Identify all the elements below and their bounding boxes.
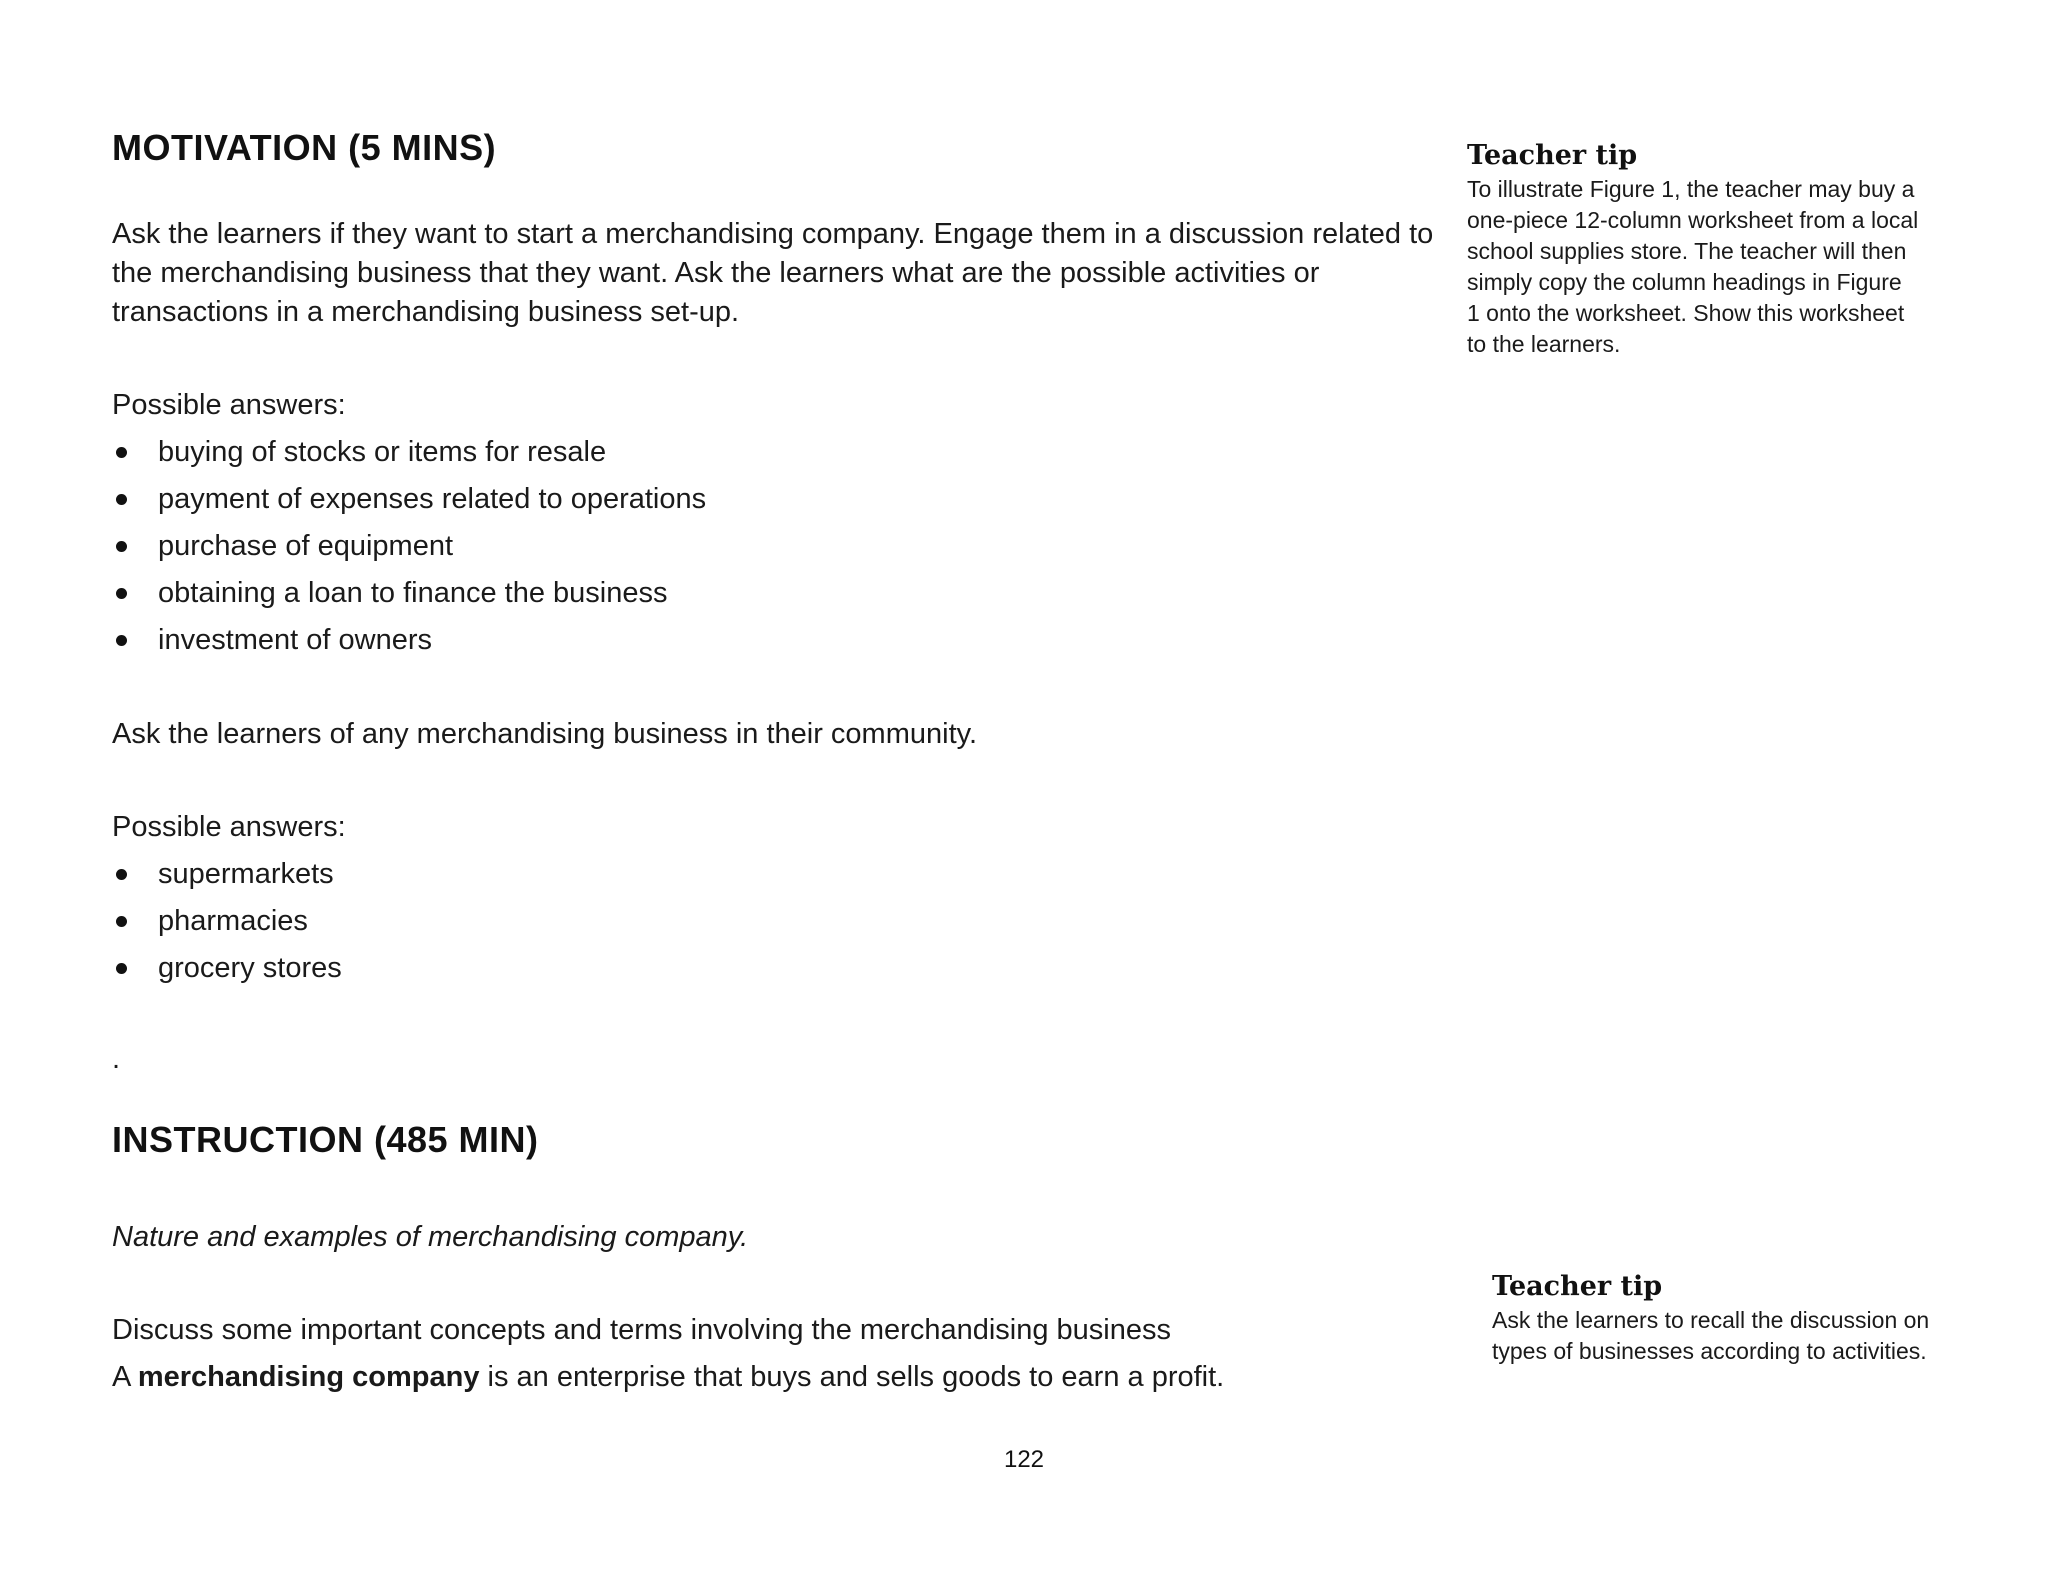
answers-list-1 (112, 433, 706, 668)
list-item: pharmacies (112, 902, 342, 949)
definition-term: merchandising company (137, 1361, 480, 1393)
possible-answers-label-1: Possible answers: (112, 389, 346, 421)
instruction-heading: INSTRUCTION (485 MIN) (112, 1119, 539, 1160)
bullet-icon (116, 635, 127, 646)
bullet-icon (116, 447, 127, 458)
bullet-icon (116, 588, 127, 599)
teacher-tip-title: Teacher tip (1467, 140, 1638, 171)
list-item: purchase of equipment (112, 527, 706, 574)
page-number: 122 (1003, 1446, 1045, 1473)
teacher-tip-title: Teacher tip (1492, 1271, 1663, 1302)
teacher-tip-body: Ask the learners to recall the discussion on types of businesses according to activities. (1492, 1307, 1930, 1364)
instruction-subtitle: Nature and examples of merchandising company. (112, 1221, 749, 1253)
teacher-tip-box (1492, 1271, 1972, 1367)
list-item: buying of stocks or items for resale (112, 433, 706, 480)
list-item: grocery stores (112, 949, 342, 996)
possible-answers-label-2: Possible answers: (112, 811, 346, 843)
list-item: obtaining a loan to finance the business (112, 574, 706, 621)
community-question: Ask the learners of any merchandising business in their community. (112, 718, 978, 750)
bullet-icon (116, 963, 127, 974)
bullet-icon (116, 916, 127, 927)
motivation-heading: MOTIVATION (5 MINS) (112, 127, 497, 168)
teacher-tip-box (1467, 140, 1957, 360)
stray-dot: . (112, 1043, 121, 1075)
list-item: payment of expenses related to operations (112, 480, 706, 527)
answers-list-2 (112, 855, 342, 996)
teacher-tip-body: To illustrate Figure 1, the teacher may buy a one-piece 12-column worksheet from a local school supplies store. The teacher will then simply copy the column headings in Figure 1 onto the worksheet. Show this worksheet to the learners. (1467, 176, 1919, 357)
instruction-discuss: Discuss some important concepts and terms involving the merchandising business (112, 1314, 1171, 1346)
list-item: supermarkets (112, 855, 342, 902)
motivation-intro: Ask the learners if they want to start a merchandising company. Engage them in a discussion related to the merchandising business that they want. Ask the learners what are the possible activities or transactions in a merchandising business set-up. (112, 218, 1434, 328)
bullet-icon (116, 494, 127, 505)
definition-line: A merchandising company is an enterprise that buys and sells goods to earn a profit. (112, 1361, 1225, 1393)
list-item: investment of owners (112, 621, 706, 668)
bullet-icon (116, 869, 127, 880)
bullet-icon (116, 541, 127, 552)
